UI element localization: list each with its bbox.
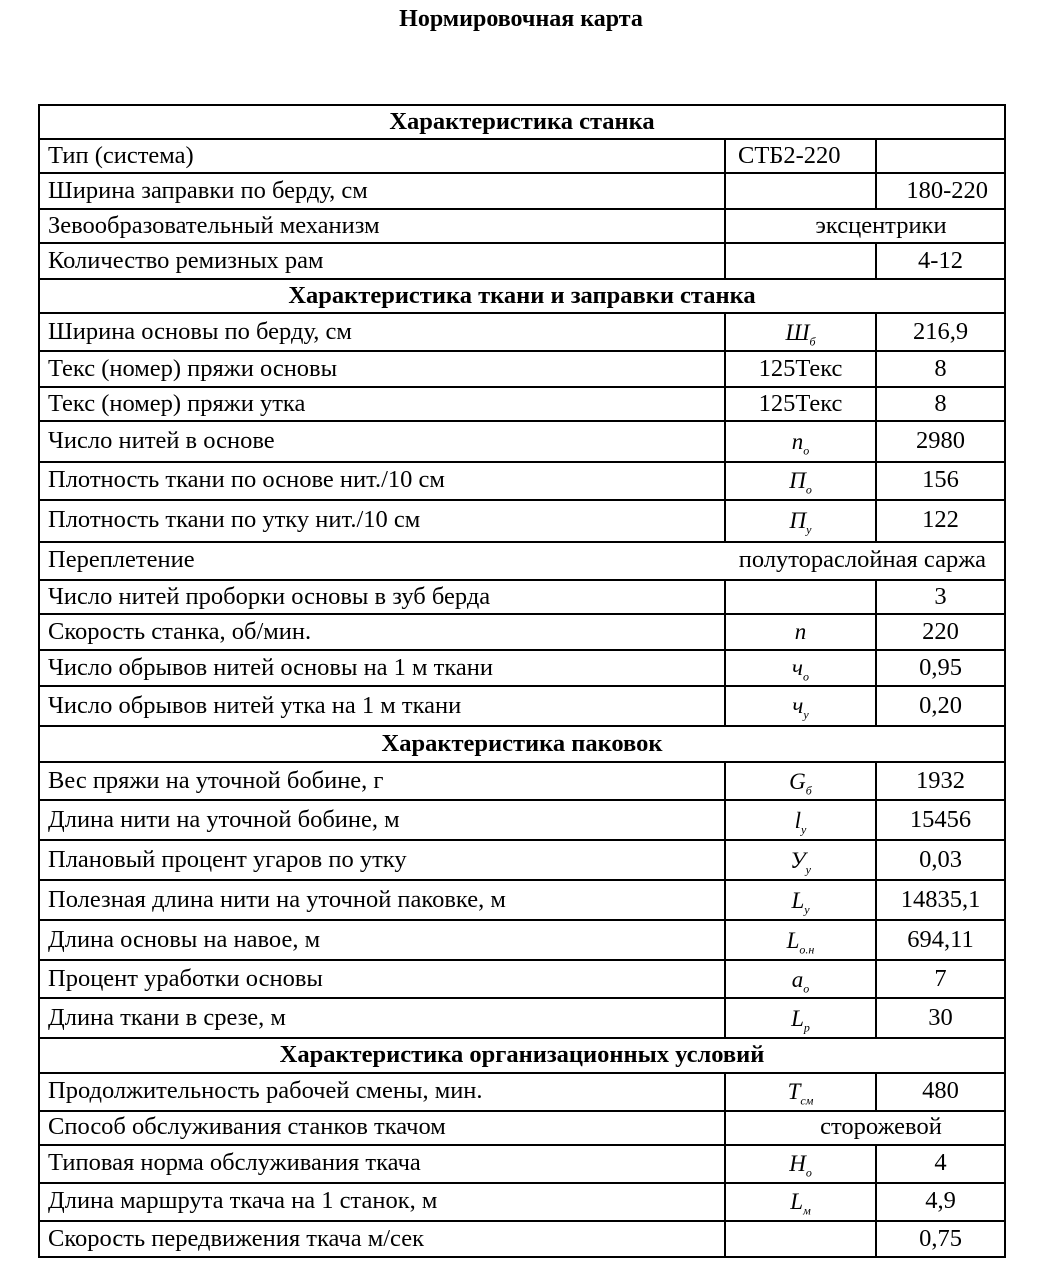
row-label: Число нитей проборки основы в зуб берда	[39, 580, 725, 614]
table-row	[39, 920, 1005, 960]
row-symbol: $L_p$	[725, 998, 876, 1038]
row-merged-value: полутораслойная саржа	[725, 542, 1005, 580]
row-label: Тип (система)	[39, 139, 725, 173]
row-symbol	[725, 173, 876, 209]
row-label: Текс (номер) пряжи основы	[39, 351, 725, 387]
row-label: Вес пряжи на уточной бобине, г	[39, 762, 725, 800]
row-symbol: $П_o$	[725, 462, 876, 500]
row-value: 216,9	[876, 313, 1005, 351]
row-symbol: $G_б$	[725, 762, 876, 800]
table-row	[39, 209, 1005, 243]
row-value: 8	[876, 387, 1005, 421]
row-value: 8	[876, 351, 1005, 387]
row-label: Длина ткани в срезе, м	[39, 998, 725, 1038]
row-label: Плотность ткани по основе нит./10 см	[39, 462, 725, 500]
table-row	[39, 500, 1005, 542]
row-label: Число обрывов нитей основы на 1 м ткани	[39, 650, 725, 686]
row-symbol: $n_o$	[725, 421, 876, 461]
table-row	[39, 1073, 1005, 1111]
row-symbol: n	[725, 614, 876, 650]
row-value: 122	[876, 500, 1005, 542]
table-row	[39, 800, 1005, 840]
row-value: 7	[876, 960, 1005, 998]
table-row	[39, 880, 1005, 920]
row-value: 0,03	[876, 840, 1005, 880]
row-symbol: $П_y$	[725, 500, 876, 542]
row-symbol: $L_м$	[725, 1183, 876, 1221]
row-symbol: $T_{см}$	[725, 1073, 876, 1111]
row-label: Типовая норма обслуживания ткача	[39, 1145, 725, 1183]
row-value: 15456	[876, 800, 1005, 840]
row-code: 125Текс	[725, 351, 876, 387]
table-row	[39, 580, 1005, 614]
row-label: Длина маршрута ткача на 1 станок, м	[39, 1183, 725, 1221]
section-header-row	[39, 105, 1005, 139]
row-symbol: $ч_o$	[725, 650, 876, 686]
table-row	[39, 1111, 1005, 1145]
row-value: 2980	[876, 421, 1005, 461]
row-label: Продолжительность рабочей смены, мин.	[39, 1073, 725, 1111]
row-value: 0,95	[876, 650, 1005, 686]
section-header-row	[39, 726, 1005, 762]
section-title-org: Характеристика организационных условий	[39, 1038, 1005, 1072]
row-value: 0,20	[876, 686, 1005, 726]
row-merged-value: эксцентрики	[725, 209, 1005, 243]
table-row	[39, 313, 1005, 351]
row-label: Ширина основы по берду, см	[39, 313, 725, 351]
row-symbol: $ч_y$	[725, 686, 876, 726]
table-row	[39, 998, 1005, 1038]
row-symbol	[725, 243, 876, 279]
row-value: 4	[876, 1145, 1005, 1183]
table-row	[39, 421, 1005, 461]
row-label: Зевообразовательный механизм	[39, 209, 725, 243]
row-symbol: $L_{o.н}$	[725, 920, 876, 960]
row-label: Число нитей в основе	[39, 421, 725, 461]
table-row	[39, 840, 1005, 880]
row-symbol: $l_y$	[725, 800, 876, 840]
row-value: 0,75	[876, 1221, 1005, 1257]
row-symbol: СТБ2-220	[725, 139, 876, 173]
page-title: Нормировочная карта	[399, 6, 643, 32]
row-symbol: $Н_o$	[725, 1145, 876, 1183]
row-label: Число обрывов нитей утка на 1 м ткани	[39, 686, 725, 726]
row-value: 694,11	[876, 920, 1005, 960]
table-row	[39, 139, 1005, 173]
row-symbol: $У_y$	[725, 840, 876, 880]
table-row	[39, 351, 1005, 387]
row-label: Плановый процент угаров по утку	[39, 840, 725, 880]
table-row	[39, 686, 1005, 726]
row-symbol: $L_y$	[725, 880, 876, 920]
section-header-row	[39, 279, 1005, 313]
row-label: Количество ремизных рам	[39, 243, 725, 279]
table-row	[39, 462, 1005, 500]
row-symbol	[725, 1221, 876, 1257]
row-value: 220	[876, 614, 1005, 650]
table-row	[39, 1145, 1005, 1183]
row-value: 4-12	[876, 243, 1005, 279]
row-label: Процент уработки основы	[39, 960, 725, 998]
row-label: Длина нити на уточной бобине, м	[39, 800, 725, 840]
row-label: Полезная длина нити на уточной паковке, м	[39, 880, 725, 920]
row-symbol: $a_o$	[725, 960, 876, 998]
section-header-row	[39, 1038, 1005, 1072]
row-label: Способ обслуживания станков ткачом	[39, 1111, 725, 1145]
row-value: 180-220	[876, 173, 1005, 209]
table-row	[39, 243, 1005, 279]
row-value: 30	[876, 998, 1005, 1038]
row-value: 3	[876, 580, 1005, 614]
row-value: 4,9	[876, 1183, 1005, 1221]
row-label: Переплетение	[39, 542, 725, 580]
section-title-machine: Характеристика станка	[39, 105, 1005, 139]
row-code: 125Текс	[725, 387, 876, 421]
row-label: Скорость передвижения ткача м/сек	[39, 1221, 725, 1257]
table-row	[39, 650, 1005, 686]
row-label: Длина основы на навое, м	[39, 920, 725, 960]
table-row	[39, 173, 1005, 209]
row-value	[876, 139, 1005, 173]
table-row	[39, 387, 1005, 421]
row-value: 14835,1	[876, 880, 1005, 920]
row-value: 1932	[876, 762, 1005, 800]
table-row	[39, 1183, 1005, 1221]
row-value: 480	[876, 1073, 1005, 1111]
row-label: Текс (номер) пряжи утка	[39, 387, 725, 421]
row-value: 156	[876, 462, 1005, 500]
section-title-packages: Характеристика паковок	[39, 726, 1005, 762]
row-label: Ширина заправки по берду, см	[39, 173, 725, 209]
section-title-fabric: Характеристика ткани и заправки станка	[39, 279, 1005, 313]
row-merged-value: сторожевой	[725, 1111, 1005, 1145]
row-label: Плотность ткани по утку нит./10 см	[39, 500, 725, 542]
row-symbol	[725, 580, 876, 614]
table-row	[39, 1221, 1005, 1257]
norm-card-table	[38, 104, 1006, 1258]
row-label: Скорость станка, об/мин.	[39, 614, 725, 650]
table-row	[39, 960, 1005, 998]
table-row	[39, 614, 1005, 650]
row-symbol: $Ш_б$	[725, 313, 876, 351]
table-row	[39, 542, 1005, 580]
table-row	[39, 762, 1005, 800]
